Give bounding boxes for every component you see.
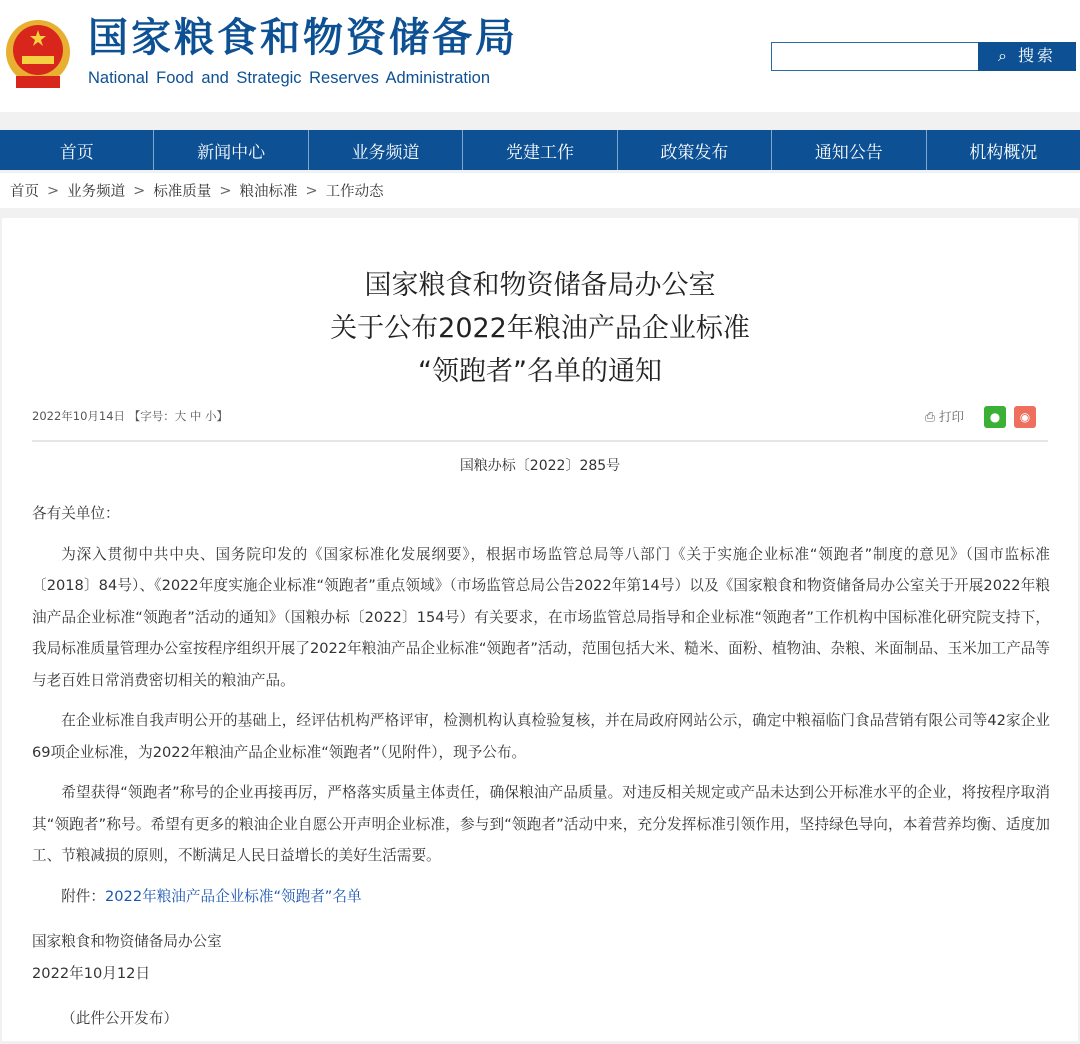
- nav-item-about[interactable]: 机构概况: [926, 130, 1080, 170]
- nav-item-business[interactable]: 业务频道: [308, 130, 462, 170]
- weibo-icon[interactable]: ◉: [1014, 406, 1036, 428]
- breadcrumb-item[interactable]: 工作动态: [325, 184, 384, 200]
- title-line: “领跑者”名单的通知: [418, 356, 662, 387]
- printer-icon: ⎙: [924, 409, 935, 424]
- print-label: 打印: [938, 409, 964, 424]
- signer: 国家粮食和物资储备局办公室: [32, 933, 222, 950]
- paragraph: 在企业标准自我声明公开的基础上，经评估机构严格评审，检测机构认真检验复核，并在局政府网站公示，确定中粮福临门食品营销有限公司等42家企业69项企业标准，为2022年粮油产品企业标准“领跑者”（见附件），现予公布。: [32, 712, 1050, 761]
- breadcrumb-item[interactable]: 粮油标准: [239, 184, 298, 200]
- attachment-label: 附件：: [61, 887, 105, 905]
- paragraph: 为深入贯彻中共中央、国务院印发的《国家标准化发展纲要》，根据市场监管总局等八部门《关于实施企业标准“领跑者”制度的意见》（国市监标准〔2018〕84号）、《2022年度实施企业标准“领跑者”重点领域》（市场监管总局公告2022年第14号）以及《国家粮食和物资储备局办公室关于开展2022年粮油产品企业标准“领跑者”活动的通知》（国粮办标〔2022〕154号）有关要求，在市场监管总局指导和企业标准“领跑者”工作机构中国标准化研究院支持下，我局标准质量管理办公室按程序组织开展了2022年粮油产品企业标准“领跑者”活动，范围包括大米、糙米、面粉、植物油、杂粮、米面制品、玉米加工产品等与老百姓日常消费密切相关的粮油产品。: [32, 545, 1050, 689]
- attachment: [32, 881, 1050, 913]
- logo-english: National Food and Strategic Reserves Administration: [88, 69, 491, 87]
- breadcrumb: 首页 > 业务频道 > 标准质量 > 粮油标准 > 工作动态: [0, 173, 1080, 208]
- salutation: 各有关单位：: [32, 505, 120, 522]
- nav-item-news[interactable]: 新闻中心: [153, 130, 307, 170]
- publish-date: 2022年10月14日: [32, 409, 126, 423]
- search-input[interactable]: [771, 42, 978, 71]
- nav-item-home[interactable]: 首页: [59, 142, 94, 163]
- font-size-control[interactable]: 【字号：大 中 小】: [128, 409, 229, 423]
- national-emblem-icon: [4, 18, 72, 90]
- search-button-label: 搜索: [1017, 47, 1056, 65]
- nav-item-policy[interactable]: 政策发布: [617, 130, 771, 170]
- document-number: 国粮办标〔2022〕285号: [459, 458, 621, 474]
- attachment-link[interactable]: 2022年粮油产品企业标准“领跑者”名单: [104, 887, 362, 905]
- wechat-icon[interactable]: ●: [984, 406, 1006, 428]
- site-header: [0, 0, 1080, 112]
- main-nav: [0, 130, 1080, 170]
- logo-chinese: 国家粮食和物资储备局: [88, 14, 518, 61]
- article-meta: [32, 408, 228, 424]
- search-icon: ⌕: [998, 47, 1010, 65]
- title-line: 国家粮食和物资储备局办公室: [364, 270, 716, 301]
- sign-date: 2022年10月12日: [32, 964, 151, 982]
- nav-item-notices[interactable]: 通知公告: [771, 130, 925, 170]
- breadcrumb-item[interactable]: 首页: [10, 184, 39, 200]
- divider: [32, 440, 1048, 442]
- print-button[interactable]: [925, 409, 964, 425]
- title-line: 关于公布2022年粮油产品企业标准: [330, 313, 750, 344]
- nav-item-party[interactable]: 党建工作: [462, 130, 616, 170]
- article-body: [32, 498, 1050, 1044]
- article: [2, 218, 1078, 1041]
- publication-note: （此件公开发布）: [61, 1010, 178, 1027]
- paragraph: 希望获得“领跑者”称号的企业再接再厉，严格落实质量主体责任，确保粮油产品质量。对违反相关规定或产品未达到公开标准水平的企业，将按程序取消其“领跑者”称号。希望有更多的粮油企业自愿公开声明企业标准，参与到“领跑者”活动中来，充分发挥标准引领作用，坚持绿色导向，本着营养均衡、适度加工、节粮减损的原则，不断满足人民日益增长的美好生活需要。: [32, 784, 1050, 864]
- search-bar: [771, 42, 1076, 71]
- share-tools: [925, 406, 1036, 428]
- breadcrumb-item[interactable]: 标准质量: [153, 184, 212, 200]
- breadcrumb-item[interactable]: 业务频道: [67, 184, 126, 200]
- article-title: [2, 218, 1078, 393]
- search-button[interactable]: [978, 42, 1076, 71]
